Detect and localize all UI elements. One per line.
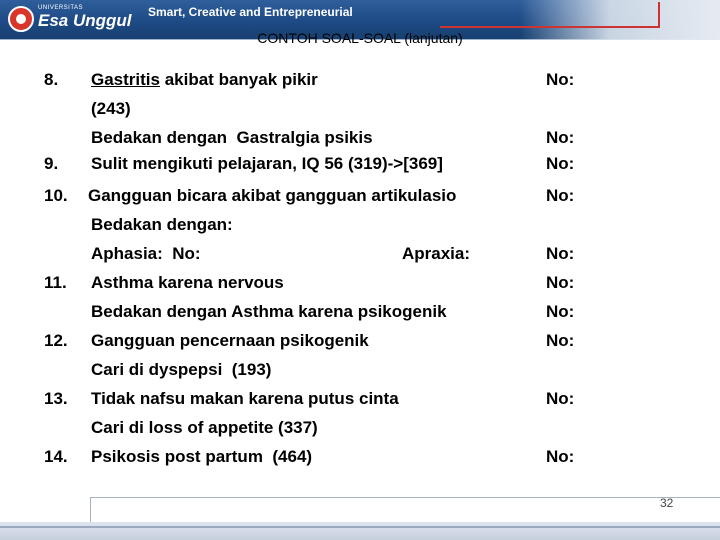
item-text: Gangguan pencernaan psikogenik bbox=[91, 331, 369, 350]
page-number: 32 bbox=[660, 496, 674, 510]
item-number: 14. bbox=[44, 447, 68, 466]
list-item bbox=[0, 244, 720, 273]
answer-label: No: bbox=[546, 186, 575, 205]
item-text bbox=[91, 70, 318, 90]
list-item bbox=[0, 302, 720, 331]
item-text: Cari di loss of appetite (337) bbox=[91, 418, 318, 437]
item-text: Asthma karena nervous bbox=[91, 273, 284, 292]
answer-label: No: bbox=[546, 389, 575, 408]
logo-caption: UNIVERSITAS bbox=[38, 5, 84, 11]
footer-band bbox=[0, 522, 720, 540]
answer-label: No: bbox=[546, 273, 575, 292]
item-text: Tidak nafsu makan karena putus cinta bbox=[91, 389, 399, 408]
footer-rule-vertical bbox=[90, 497, 91, 522]
apraxia-label: Apraxia: bbox=[402, 244, 471, 263]
answer-label: No: bbox=[546, 302, 575, 321]
list-item bbox=[0, 331, 720, 360]
item-text: Bedakan dengan Gastralgia psikis bbox=[91, 128, 373, 147]
item-text: Bedakan dengan Asthma karena psikogenik bbox=[91, 302, 447, 321]
list-item bbox=[0, 389, 720, 418]
underlined-term: Gastritis bbox=[91, 70, 160, 89]
footer-divider bbox=[0, 526, 720, 528]
item-number: 13. bbox=[44, 389, 68, 408]
list-item bbox=[0, 186, 720, 215]
answer-label: No: bbox=[546, 154, 575, 173]
list-item bbox=[0, 99, 720, 128]
item-number: 11. bbox=[44, 273, 67, 292]
item-text: Sulit mengikuti pelajaran, IQ 56 (319)->[369] bbox=[91, 154, 443, 173]
item-text: Cari di dyspepsi (193) bbox=[91, 360, 272, 379]
list-item bbox=[0, 360, 720, 389]
footer-rule bbox=[90, 497, 720, 498]
item-text: Gangguan bicara akibat gangguan artikulasio bbox=[88, 186, 457, 205]
list-item bbox=[0, 215, 720, 244]
item-text-rest: akibat banyak pikir bbox=[159, 70, 318, 89]
answer-label: No: bbox=[546, 447, 575, 466]
list-item bbox=[0, 128, 720, 157]
item-text: Aphasia: No: bbox=[91, 244, 201, 263]
answer-label: No: bbox=[546, 244, 575, 263]
slide-title-text: CONTOH SOAL-SOAL (lanjutan) bbox=[257, 30, 463, 46]
list-item bbox=[0, 447, 720, 476]
logo-text: Esa Unggul bbox=[38, 11, 132, 30]
answer-label: No: bbox=[546, 331, 575, 350]
item-number: 8. bbox=[44, 70, 59, 89]
item-text: Psikosis post partum (464) bbox=[91, 447, 313, 466]
item-number: 10. bbox=[44, 186, 68, 205]
item-number: 9. bbox=[44, 154, 59, 173]
item-number: 12. bbox=[44, 331, 68, 350]
answer-label: No: bbox=[546, 70, 575, 89]
list-item bbox=[0, 418, 720, 447]
list-item bbox=[0, 273, 720, 302]
item-text: (243) bbox=[91, 99, 131, 118]
list-item bbox=[0, 154, 720, 183]
answer-label: No: bbox=[546, 128, 575, 147]
item-text: Bedakan dengan: bbox=[91, 215, 233, 234]
slide-title bbox=[0, 30, 720, 46]
university-logo-icon bbox=[8, 6, 34, 32]
banner-frame bbox=[440, 2, 660, 28]
tagline: Smart, Creative and Entrepreneurial bbox=[148, 5, 353, 19]
list-item bbox=[0, 70, 720, 99]
